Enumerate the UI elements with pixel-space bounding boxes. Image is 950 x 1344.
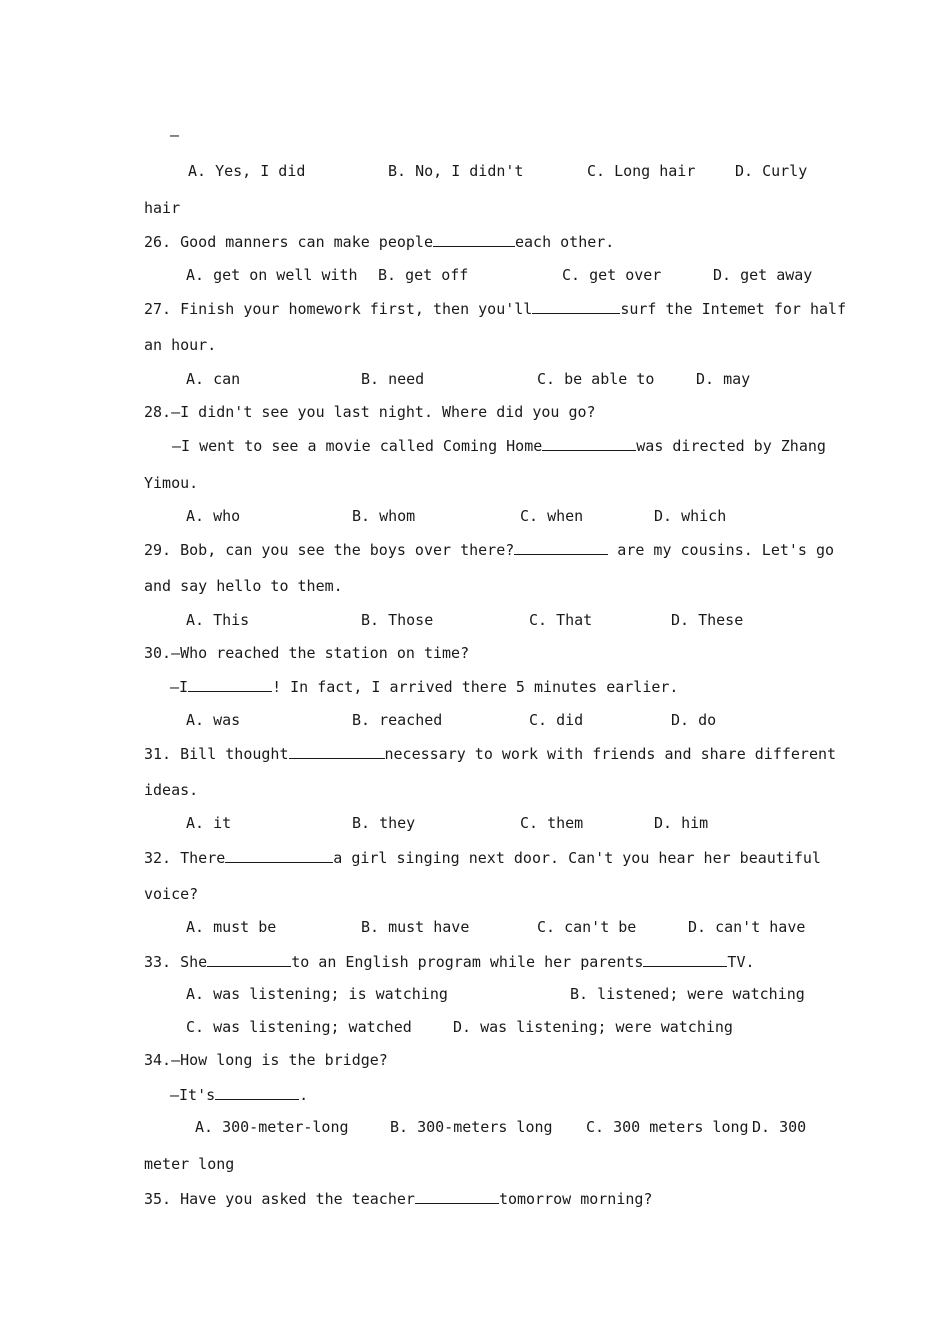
q28-option-b: B. whom xyxy=(352,507,416,525)
q28-reply xyxy=(172,436,826,455)
q27-option-b: B. need xyxy=(361,370,425,388)
q32-stem-a: 32. There xyxy=(144,849,226,867)
q29-option-a: A. This xyxy=(186,611,250,629)
q31-stem-a: 31. Bill thought xyxy=(144,745,289,763)
q30-option-c: C. did xyxy=(529,711,584,729)
q31-stem xyxy=(144,744,836,763)
q26-option-d: D. get away xyxy=(713,266,813,284)
q29-option-c: C. That xyxy=(529,611,593,629)
q34-option-b: B. 300-meters long xyxy=(390,1118,553,1136)
q31-option-b: B. they xyxy=(352,814,416,832)
q26-stem xyxy=(144,232,614,251)
q30-stem: 30.—Who reached the station on time? xyxy=(144,644,470,662)
q28-option-a: A. who xyxy=(186,507,241,525)
q33-option-d: D. was listening; were watching xyxy=(453,1018,733,1036)
q29-stem-b: are my cousins. Let's go xyxy=(617,541,835,559)
q25-option-b: B. No, I didn't xyxy=(388,162,524,180)
q28-wrap: Yimou. xyxy=(144,474,199,492)
q34-option-a: A. 300-meter-long xyxy=(195,1118,349,1136)
q33-stem-c: TV. xyxy=(727,953,755,971)
answer-blank xyxy=(532,299,620,314)
q32-stem-b: a girl singing next door. Can't you hear her beautiful xyxy=(333,849,821,867)
q33-option-a: A. was listening; is watching xyxy=(186,985,448,1003)
answer-blank xyxy=(514,540,608,555)
q27-option-a: A. can xyxy=(186,370,241,388)
q28-stem: 28.—I didn't see you last night. Where did you go? xyxy=(144,403,596,421)
q30-option-a: A. was xyxy=(186,711,241,729)
q27-option-d: D. may xyxy=(696,370,751,388)
q28-reply-b: was directed by Zhang xyxy=(636,437,826,455)
q29-option-d: D. These xyxy=(671,611,744,629)
q28-option-c: C. when xyxy=(520,507,584,525)
q30-reply-b: ! In fact, I arrived there 5 minutes earlier. xyxy=(272,678,679,696)
q25-option-d: D. Curly xyxy=(735,162,808,180)
answer-blank xyxy=(433,232,515,247)
q35-stem-a: 35. Have you asked the teacher xyxy=(144,1190,415,1208)
q34-option-c: C. 300 meters long xyxy=(586,1118,749,1136)
q29-wrap: and say hello to them. xyxy=(144,577,343,595)
q27-wrap: an hour. xyxy=(144,336,217,354)
q26-option-a: A. get on well with xyxy=(186,266,358,284)
answer-blank xyxy=(188,677,272,692)
q28-reply-a: —I went to see a movie called Coming Home xyxy=(172,437,543,455)
q32-wrap: voice? xyxy=(144,885,199,903)
q32-option-b: B. must have xyxy=(361,918,470,936)
q30-option-d: D. do xyxy=(671,711,717,729)
q26-option-b: B. get off xyxy=(378,266,469,284)
answer-blank xyxy=(225,848,333,863)
q25-wrap: hair xyxy=(144,199,181,217)
q27-stem-a: 27. Finish your homework first, then you'll xyxy=(144,300,533,318)
q35-stem xyxy=(144,1189,652,1208)
q34-reply xyxy=(170,1085,308,1104)
q34-reply-a: —It's xyxy=(170,1086,216,1104)
q27-stem-b: surf the Intemet for half xyxy=(620,300,847,318)
q34-option-d: D. 300 xyxy=(752,1118,807,1136)
q29-stem-a: 29. Bob, can you see the boys over there? xyxy=(144,541,515,559)
q27-stem xyxy=(144,299,847,318)
q31-option-d: D. him xyxy=(654,814,709,832)
answer-blank xyxy=(643,952,727,967)
answer-blank xyxy=(542,436,636,451)
q30-reply xyxy=(170,677,678,696)
q25-option-a: A. Yes, I did xyxy=(188,162,306,180)
q31-stem-b: necessary to work with friends and share different xyxy=(384,745,837,763)
q34-wrap: meter long xyxy=(144,1155,235,1173)
q30-option-b: B. reached xyxy=(352,711,443,729)
q33-stem-b: to an English program while her parents xyxy=(291,953,644,971)
answer-blank xyxy=(415,1189,499,1204)
q25-option-c: C. Long hair xyxy=(587,162,696,180)
answer-blank xyxy=(289,744,385,759)
q31-wrap: ideas. xyxy=(144,781,199,799)
q27-option-c: C. be able to xyxy=(537,370,655,388)
q33-option-b: B. listened; were watching xyxy=(570,985,805,1003)
q33-stem-a: 33. She xyxy=(144,953,208,971)
q32-stem xyxy=(144,848,821,867)
answer-blank xyxy=(215,1085,299,1100)
q33-option-c: C. was listening; watched xyxy=(186,1018,412,1036)
q29-stem xyxy=(144,540,834,559)
q35-stem-b: tomorrow morning? xyxy=(498,1190,653,1208)
q26-option-c: C. get over xyxy=(562,266,662,284)
q29-option-b: B. Those xyxy=(361,611,434,629)
q31-option-a: A. it xyxy=(186,814,232,832)
q26-stem-a: 26. Good manners can make people xyxy=(144,233,433,251)
answer-blank xyxy=(207,952,291,967)
q32-option-a: A. must be xyxy=(186,918,277,936)
q32-option-d: D. can't have xyxy=(688,918,806,936)
q34-reply-b: . xyxy=(299,1086,309,1104)
q33-stem xyxy=(144,952,755,971)
q34-stem: 34.—How long is the bridge? xyxy=(144,1051,388,1069)
q26-stem-b: each other. xyxy=(514,233,615,251)
q28-option-d: D. which xyxy=(654,507,727,525)
dash-line: — xyxy=(170,126,180,144)
q30-reply-a: —I xyxy=(170,678,189,696)
q32-option-c: C. can't be xyxy=(537,918,637,936)
q31-option-c: C. them xyxy=(520,814,584,832)
